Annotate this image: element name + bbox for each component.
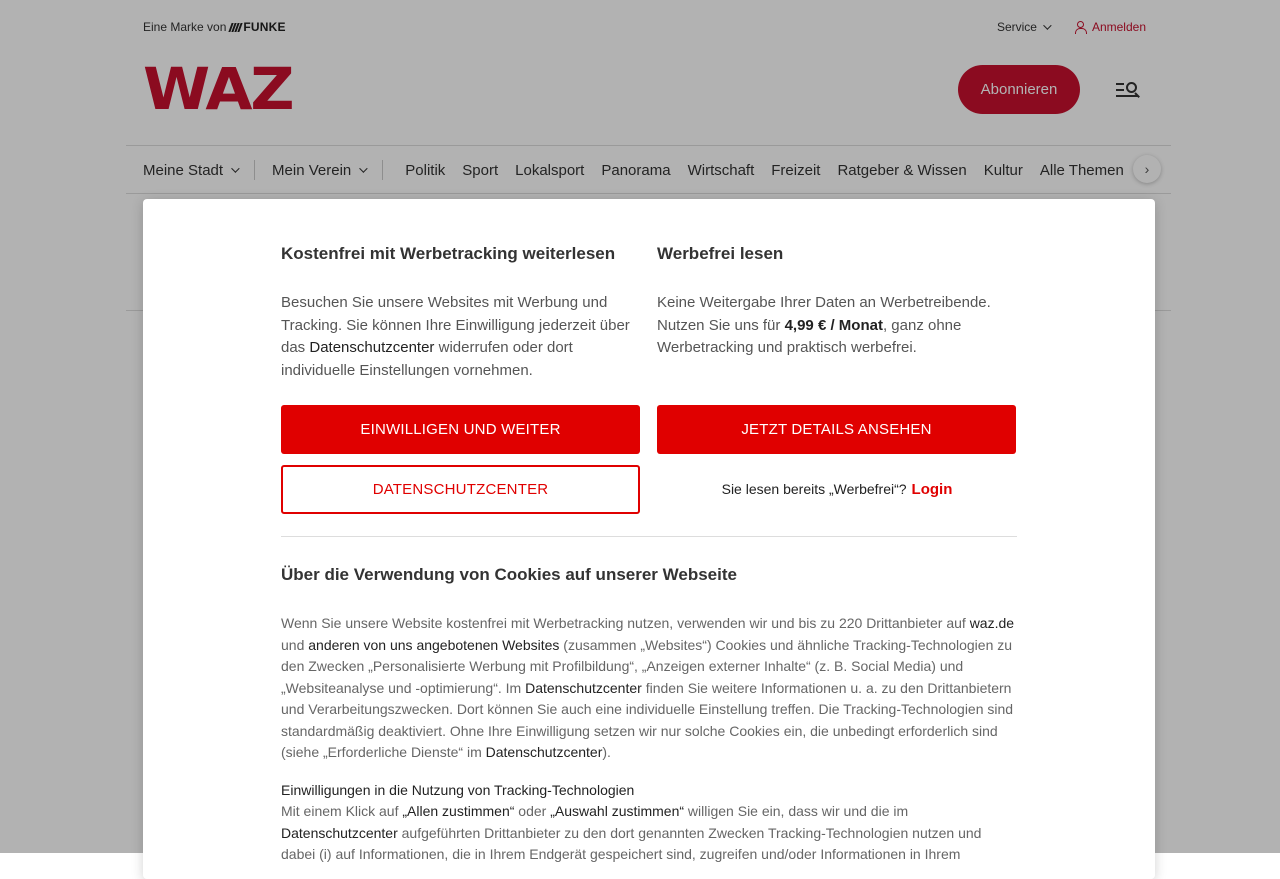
privacy-center-link[interactable]: Datenschutzcenter — [309, 339, 435, 356]
privacy-center-link[interactable]: Datenschutzcenter — [525, 679, 642, 696]
section-divider — [281, 536, 1017, 537]
nav-link-lokalsport[interactable]: Lokalsport — [515, 161, 585, 179]
nav-link-sport[interactable]: Sport — [462, 161, 499, 179]
privacy-center-link[interactable]: Datenschutzcenter — [485, 744, 603, 760]
nav-link-politik[interactable]: Politik — [405, 161, 446, 179]
brand-prefix: Eine Marke von — [143, 20, 227, 34]
service-label: Service — [996, 20, 1037, 34]
nav-link-kultur[interactable]: Kultur — [983, 161, 1023, 179]
ad-free-text: Keine Weitergabe Ihrer Daten an Werbetreibende. Nutzen Sie uns für 4,99 € / Monat, ganz ohne Werbetracking und praktisch werbefrei. — [657, 294, 991, 356]
cookie-info-text: Wenn Sie unsere Website kostenfrei mit Werbetracking nutzen, verwenden wir und bis zu 220 Drittanbieter auf waz.de und anderen von uns angebotenen Websites (zusammen „Websites“) Cookies und ähnliche Tracking-Technologien zu den Zwecken „Personalisierte Werbung mit Profilbildung“, „Anzeigen externer Inhalte“ (z. B. Social Media) und „Websiteanalyse und -optimierung“. Im Datenschutzcenter finden Sie weitere Informationen u. a. zu den Drittanbietern und Verarbeitungszwecken. Dort können Sie auch eine individuelle Einstellung treffen. Die Tracking-Technologien sind standardmäßig deaktiviert. Ohne Ihre Einwilligung setzen wir nur solche Cookies ein, die unbedingt erforderlich sind (siehe „Erforderliche Dienste“ im Datenschutzcenter). — [281, 615, 1015, 760]
nav-link-wirtschaft[interactable]: Wirtschaft — [687, 161, 755, 179]
free-with-tracking-title: Kostenfrei mit Werbetracking weiterlesen — [281, 244, 616, 263]
cookie-info-title: Über die Verwendung von Cookies auf unserer Webseite — [281, 565, 737, 584]
other-websites-link[interactable]: anderen von uns angebotenen Websites — [308, 636, 560, 653]
privacy-center-link[interactable]: Datenschutzcenter — [281, 824, 398, 841]
privacy-center-button[interactable]: DATENSCHUTZCENTER — [281, 465, 640, 514]
chevron-right-icon[interactable]: › — [1133, 155, 1161, 183]
free-with-tracking-text: Besuchen Sie unsere Websites mit Werbung und Tracking. Sie können Ihre Einwilligung jederzeit über das Datenschutzcenter widerrufen oder dort individuelle Einstellungen vornehmen. — [281, 294, 630, 379]
nav-link-alle-themen[interactable]: Alle Themen — [1039, 161, 1124, 179]
ad-free-price: 4,99 € / Monat — [784, 316, 883, 334]
nav-link-freizeit[interactable]: Freizeit — [771, 161, 821, 179]
waz-link[interactable]: waz.de — [969, 615, 1015, 631]
nav-dropdown-label: Meine Stadt — [143, 161, 224, 179]
tracking-consent-title: Einwilligungen in die Nutzung von Tracking-Technologien — [281, 782, 635, 798]
ad-free-title: Werbefrei lesen — [657, 244, 784, 263]
ad-free-login-link[interactable]: Login — [911, 481, 953, 498]
login-label: Anmelden — [1091, 20, 1146, 34]
accept-and-continue-button[interactable]: EINWILLIGEN UND WEITER — [281, 405, 640, 454]
funke-label: FUNKE — [243, 20, 286, 34]
accept-selection-quote: „Auswahl zustimmen“ — [550, 803, 685, 819]
waz-logo[interactable]: WAZ — [143, 55, 293, 123]
already-subscribed — [657, 481, 1017, 498]
consent-dialog — [143, 199, 1155, 879]
nav-dropdown-label: Mein Verein — [272, 161, 352, 179]
nav-link-panorama[interactable]: Panorama — [601, 161, 671, 179]
accept-all-quote: „Allen zustimmen“ — [402, 803, 515, 819]
subscribe-button[interactable]: Abonnieren — [958, 65, 1080, 114]
already-subscribed-text: Sie lesen bereits „Werbefrei“? — [721, 481, 907, 497]
tracking-consent-text: Mit einem Klick auf „Allen zustimmen“ oder „Auswahl zustimmen“ willigen Sie ein, dass wir und die im Datenschutzcenter aufgeführten Drittanbieter zu den dort genannten Zwecken Tracking-Technologien nutzen und dabei (i) auf Informationen, die in Ihrem Endgerät gespeichert sind, zugreifen und/oder Informationen in Ihrem — [281, 803, 982, 862]
nav-link-ratgeber-wissen[interactable]: Ratgeber & Wissen — [837, 161, 967, 179]
view-details-button[interactable]: JETZT DETAILS ANSEHEN — [657, 405, 1016, 454]
